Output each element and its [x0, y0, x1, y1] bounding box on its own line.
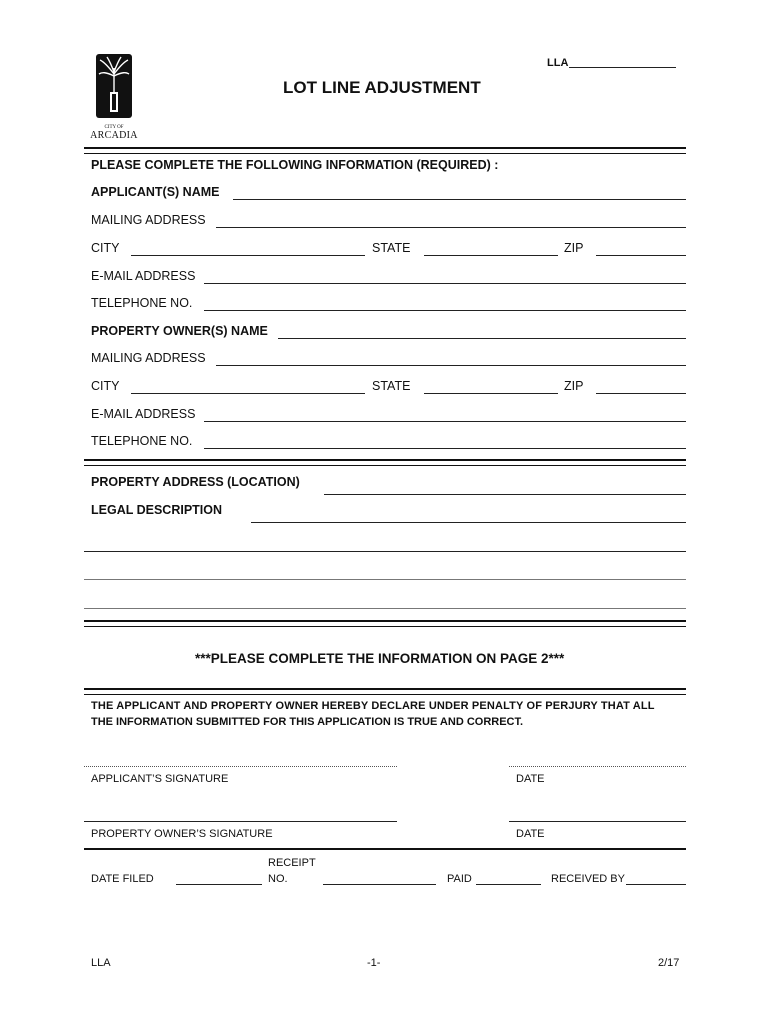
page-2-notice: ***PLEASE COMPLETE THE INFORMATION ON PAGE 2***	[195, 651, 565, 666]
owner-zip-label: ZIP	[564, 379, 584, 393]
date-filed-field[interactable]	[176, 884, 262, 885]
legal-description-line-4[interactable]	[84, 608, 686, 609]
owner-city-label: CITY	[91, 379, 120, 393]
revision-date: 2/17	[658, 957, 680, 969]
applicant-mailing-label: MAILING ADDRESS	[91, 213, 206, 227]
owner-name-label: PROPERTY OWNER(S) NAME	[91, 324, 268, 338]
owner-email-field[interactable]	[204, 421, 686, 422]
owner-signature-field[interactable]	[84, 821, 397, 822]
applicant-signature-field[interactable]	[84, 766, 397, 767]
applicant-city-label: CITY	[91, 241, 120, 255]
applicant-date-label: DATE	[516, 773, 545, 785]
header-divider	[84, 147, 686, 154]
city-logo	[88, 52, 140, 141]
owner-telephone-label: TELEPHONE NO.	[91, 434, 193, 448]
legal-description-line-2[interactable]	[84, 551, 686, 552]
applicant-signature-label: APPLICANT’S SIGNATURE	[91, 773, 229, 785]
owner-signature-label: PROPERTY OWNER’S SIGNATURE	[91, 828, 273, 840]
logo-city-name: ARCADIA	[90, 130, 138, 141]
owner-name-field[interactable]	[278, 338, 686, 339]
owner-email-label: E-MAIL ADDRESS	[91, 407, 196, 421]
owner-state-label: STATE	[372, 379, 411, 393]
legal-description-line-3[interactable]	[84, 579, 686, 580]
logo-small-text: CITY OF	[104, 125, 124, 130]
receipt-number-field[interactable]	[323, 884, 436, 885]
office-use-divider	[84, 848, 686, 850]
section-divider-2	[84, 620, 686, 627]
owner-date-label: DATE	[516, 828, 545, 840]
owner-telephone-field[interactable]	[204, 448, 686, 449]
received-by-label: RECEIVED BY	[551, 873, 625, 885]
receipt-label-line-1: RECEIPT	[268, 857, 316, 869]
date-filed-label: DATE FILED	[91, 873, 154, 885]
property-address-field[interactable]	[324, 494, 686, 495]
applicant-email-field[interactable]	[204, 283, 686, 284]
paid-label: PAID	[447, 873, 472, 885]
owner-zip-field[interactable]	[596, 393, 686, 394]
applicant-state-field[interactable]	[424, 255, 558, 256]
receipt-label-line-2: NO.	[268, 873, 288, 885]
owner-state-field[interactable]	[424, 393, 558, 394]
section-divider-1	[84, 459, 686, 466]
page-number: -1-	[367, 957, 381, 969]
applicant-zip-label: ZIP	[564, 241, 584, 255]
form-code-label: LLA	[547, 57, 569, 69]
section-divider-3	[84, 688, 686, 695]
declaration-line-1: THE APPLICANT AND PROPERTY OWNER HEREBY DECLARE UNDER PENALTY OF PERJURY THAT ALL	[91, 700, 655, 712]
applicant-telephone-field[interactable]	[204, 310, 686, 311]
applicant-city-field[interactable]	[131, 255, 365, 256]
legal-description-label: LEGAL DESCRIPTION	[91, 503, 223, 517]
applicant-telephone-label: TELEPHONE NO.	[91, 296, 193, 310]
owner-mailing-field[interactable]	[216, 365, 686, 366]
applicant-name-label: APPLICANT(S) NAME	[91, 185, 220, 199]
applicant-zip-field[interactable]	[596, 255, 686, 256]
applicant-email-label: E-MAIL ADDRESS	[91, 269, 196, 283]
footer-form-code: LLA	[91, 957, 111, 969]
legal-description-field[interactable]	[251, 522, 686, 523]
paid-field[interactable]	[476, 884, 541, 885]
form-code-field[interactable]	[569, 67, 676, 68]
applicant-state-label: STATE	[372, 241, 411, 255]
owner-city-field[interactable]	[131, 393, 365, 394]
applicant-date-field[interactable]	[509, 766, 686, 767]
owner-mailing-label: MAILING ADDRESS	[91, 351, 206, 365]
received-by-field[interactable]	[626, 884, 686, 885]
palm-tree-emblem-icon	[88, 52, 140, 122]
owner-date-field[interactable]	[509, 821, 686, 822]
declaration-line-2: THE INFORMATION SUBMITTED FOR THIS APPLICATION IS TRUE AND CORRECT.	[91, 716, 524, 728]
page-title: LOT LINE ADJUSTMENT	[283, 78, 481, 97]
applicant-mailing-field[interactable]	[216, 227, 686, 228]
property-address-label: PROPERTY ADDRESS (LOCATION)	[91, 475, 300, 489]
applicant-name-field[interactable]	[233, 199, 686, 200]
instructions-text: PLEASE COMPLETE THE FOLLOWING INFORMATION (REQUIRED) :	[91, 158, 499, 172]
